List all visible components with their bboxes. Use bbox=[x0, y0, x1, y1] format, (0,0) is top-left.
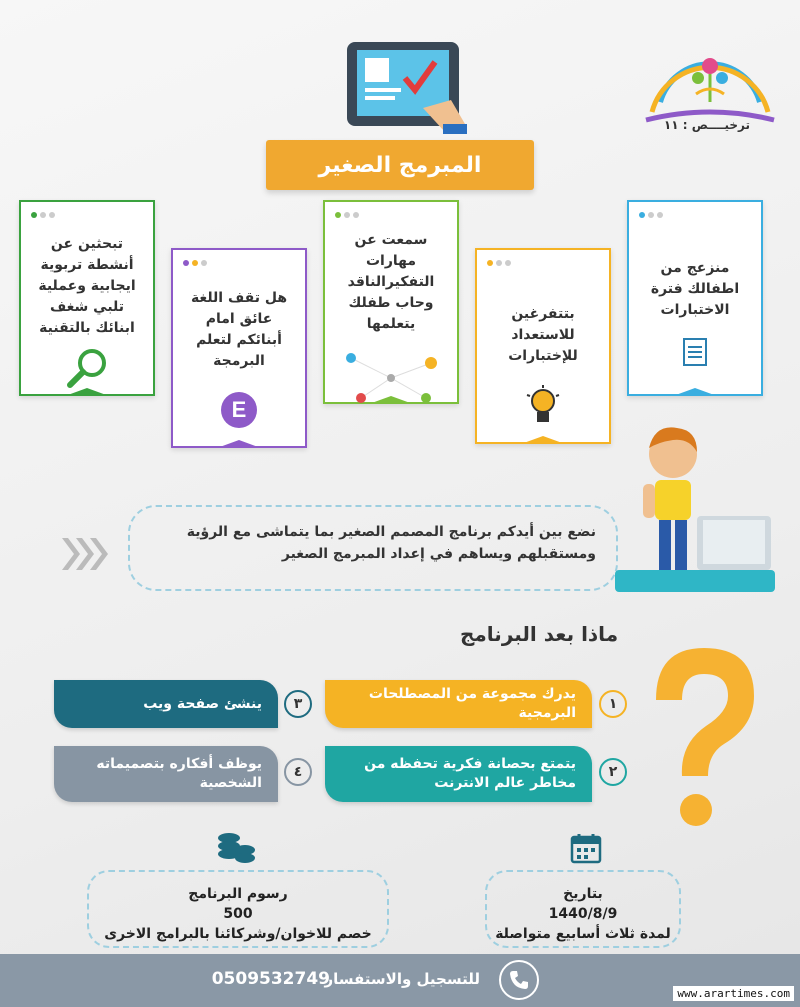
letter-e-icon: E bbox=[221, 392, 257, 428]
boy-laptop-illustration bbox=[615, 420, 780, 595]
calendar-icon bbox=[570, 832, 602, 864]
phone-icon[interactable] bbox=[499, 960, 539, 1000]
tablet-illustration bbox=[335, 38, 475, 138]
card-tech-activities bbox=[19, 200, 155, 396]
coins-icon bbox=[215, 830, 257, 866]
outcome-text: ينشئ صفحة ويب bbox=[143, 695, 262, 712]
card-dots bbox=[183, 260, 207, 266]
lightbulb-icon bbox=[525, 385, 561, 429]
card-exam-worry bbox=[627, 200, 763, 396]
outcome-number-2: ٢ bbox=[599, 758, 627, 786]
magnifier-icon bbox=[64, 347, 110, 389]
card-text: تبحثين عن أنشطة تربوية ايجابية وعملية تلبي شغف ابنائك بالتقنية bbox=[38, 236, 136, 336]
outcome-text: يتمتع بحصانة فكرية تحفظه من مخاطر عالم الانترنت bbox=[364, 756, 576, 791]
fees-label: رسوم البرنامج bbox=[188, 886, 288, 902]
fees-discount: خصم للاخوان/وشركائنا بالبرامج الاخرى bbox=[104, 926, 372, 942]
outcome-number-3: ٣ bbox=[284, 690, 312, 718]
footer-label: للتسجيل والاستفسار bbox=[324, 970, 480, 988]
logo bbox=[640, 24, 780, 134]
card-text: بتتفرغين للاستعداد للإختبارات bbox=[508, 306, 578, 364]
watermark: www.arartimes.com bbox=[673, 986, 794, 1001]
section-title: ماذا بعد البرنامج bbox=[460, 622, 619, 646]
date-value: 1440/8/9 bbox=[548, 906, 618, 922]
card-critical-thinking bbox=[323, 200, 459, 404]
card-dots bbox=[31, 212, 55, 218]
card-pointer bbox=[369, 396, 413, 404]
card-pointer bbox=[217, 440, 261, 448]
tablet-checkmark-icon bbox=[335, 38, 475, 138]
outcome-3 bbox=[54, 680, 278, 728]
card-text: منزعج من اطفالك فترة الاختبارات bbox=[650, 260, 740, 318]
outcome-2 bbox=[325, 746, 592, 802]
fees-value: 500 bbox=[223, 906, 253, 922]
card-pointer bbox=[521, 436, 565, 444]
outcome-1 bbox=[325, 680, 592, 728]
fees-box bbox=[87, 870, 389, 948]
outcome-number-1: ١ bbox=[599, 690, 627, 718]
outcome-4 bbox=[54, 746, 278, 802]
outcome-number-4: ٤ bbox=[284, 758, 312, 786]
card-language-barrier bbox=[171, 248, 307, 448]
document-icon bbox=[682, 337, 708, 367]
question-mark-icon bbox=[636, 640, 766, 840]
card-dots bbox=[487, 260, 511, 266]
card-text: هل تقف اللغة عائق امام أبنائكم لتعلم البرمجة bbox=[190, 290, 288, 369]
date-duration: لمدة ثلاث أسابيع متواصلة bbox=[495, 926, 671, 942]
card-dots bbox=[639, 212, 663, 218]
license-text: ترخيــــص : ١١ bbox=[663, 118, 750, 132]
intro-bubble bbox=[128, 505, 618, 591]
intro-text: نضع بين أيدكم برنامج المصمم الصغير بما يتماشى مع الرؤية ومستقبلهم ويساهم في إعداد المبرمج الصغير bbox=[186, 524, 596, 562]
outcome-text: يدرك مجموعة من المصطلحات البرمجية bbox=[368, 686, 576, 721]
footer-phone[interactable]: 0509532749 bbox=[211, 969, 330, 989]
card-dots bbox=[335, 212, 359, 218]
date-label: بتاريخ bbox=[563, 886, 603, 902]
date-box bbox=[485, 870, 681, 948]
card-pointer bbox=[673, 388, 717, 396]
page-title: المبرمج الصغير bbox=[266, 140, 534, 190]
chevron-arrows-icon bbox=[60, 536, 110, 572]
outcome-text: يوظف أفكاره بتصميماته الشخصية bbox=[96, 756, 262, 791]
card-pointer bbox=[65, 388, 109, 396]
card-text: سمعت عن مهارات التفكيرالناقد وحاب طفلك يتعلمها bbox=[347, 232, 435, 332]
card-exam-prep bbox=[475, 248, 611, 444]
